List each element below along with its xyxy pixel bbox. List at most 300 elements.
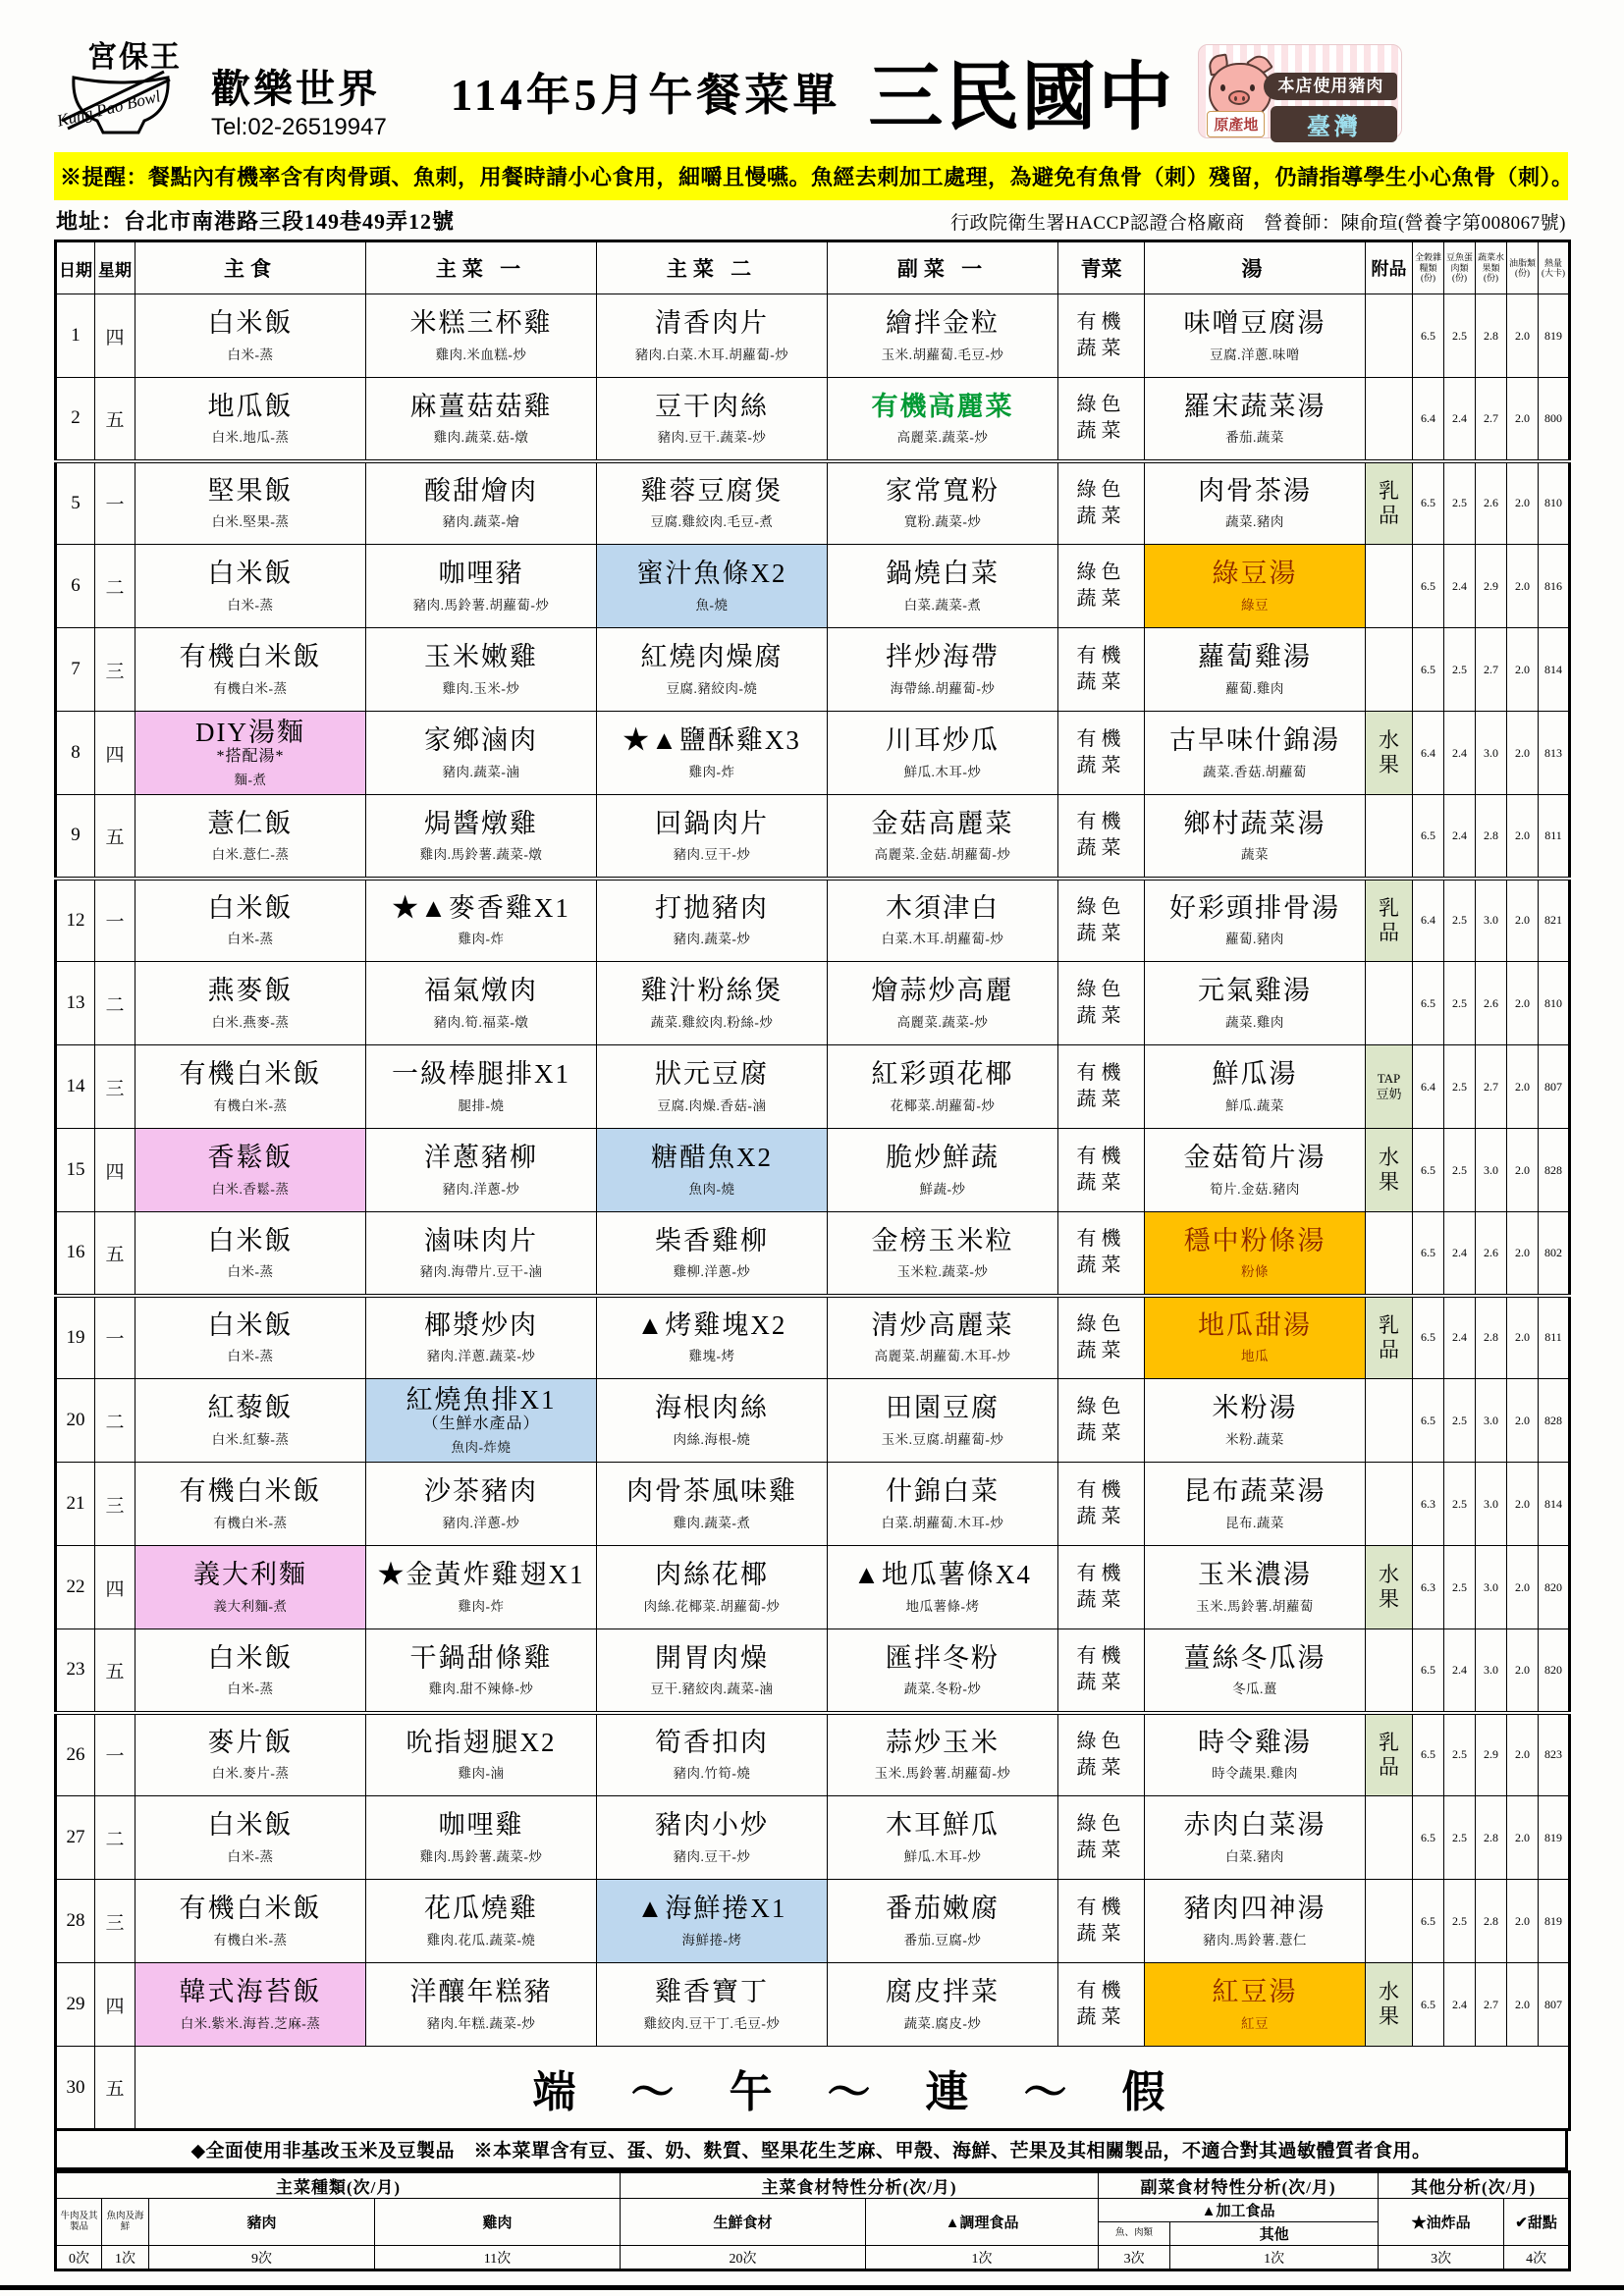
date-cell: 7 (56, 628, 95, 712)
staple-cell (135, 1963, 366, 2047)
vegetable-cell: 有機 蔬菜 (1058, 712, 1145, 795)
nutrition-value: 2.0 (1507, 1129, 1539, 1212)
main-dish-2-cell (597, 1963, 828, 2047)
summary-group-title: 其他分析(次/月) (1379, 2172, 1570, 2199)
summary-row (56, 2172, 1570, 2199)
staple-cell (135, 1546, 366, 1629)
dish-name: 有機白米飯 (179, 1894, 322, 1924)
date-cell: 1 (56, 294, 95, 378)
staple-cell (135, 1463, 366, 1546)
dish-ingredients: 紅豆 (1241, 2015, 1269, 2031)
soup-cell (1145, 1629, 1366, 1713)
dish-name: 麥片飯 (207, 1728, 294, 1758)
dish-ingredients: 白米-蒸 (227, 347, 274, 362)
menu-row-19 (56, 1296, 1570, 1379)
dish-name: 紅豆湯 (1212, 1977, 1298, 2007)
nutrition-value: 6.3 (1413, 1463, 1444, 1546)
dish-ingredients: 時令蔬果.雞肉 (1212, 1766, 1298, 1782)
vegetable-cell: 綠色 蔬菜 (1058, 1379, 1145, 1463)
dish-ingredients: 高麗菜.蔬菜-炒 (896, 429, 989, 445)
main-dish-2-cell (597, 545, 828, 628)
dish-name: 金菇高麗菜 (871, 808, 1014, 838)
column-header: 湯 (1145, 241, 1366, 294)
summary-table (54, 2170, 1571, 2271)
extra-cell (1366, 1463, 1413, 1546)
dish-note: *搭配湯* (216, 747, 285, 765)
main-dish-2-cell (597, 712, 828, 795)
extra-item: 水 果 (1379, 1979, 1399, 2028)
summary-group-title: 主菜種類(次/月) (56, 2172, 621, 2199)
extra-cell (1366, 1129, 1413, 1212)
nutrition-value: 2.5 (1444, 1045, 1476, 1129)
dish-ingredients: 鮮瓜.木耳-炒 (903, 764, 982, 779)
summary-col-header: 牛肉及其製品 (56, 2199, 102, 2246)
dish-name: 有機高麗菜 (871, 391, 1014, 421)
brand-name-en: Kung Pao Bowl (55, 86, 163, 131)
nutrition-value: 6.5 (1413, 1629, 1444, 1713)
summary-value: 4次 (1504, 2246, 1570, 2270)
dish-name: 燕麥飯 (207, 976, 294, 1006)
dish-ingredients: 地瓜 (1241, 1349, 1269, 1364)
badge-origin-label: 原產地 (1207, 111, 1265, 137)
nutrition-value: 2.0 (1507, 1296, 1539, 1379)
pork-origin-badge (1198, 44, 1402, 138)
dish-name: 家常寬粉 (886, 476, 1000, 507)
date-cell: 5 (56, 461, 95, 545)
main-dish-1-cell (366, 1463, 597, 1546)
dish-name: 鍋燒白菜 (886, 559, 1000, 589)
brand-name: 宮保王 (87, 41, 182, 74)
dish-name: 白米飯 (207, 1225, 294, 1255)
dish-ingredients: 白米.紫米.海苔.芝麻-蒸 (180, 2015, 321, 2031)
nutrition-value: 2.4 (1444, 712, 1476, 795)
vegetable-cell: 綠色 蔬菜 (1058, 1796, 1145, 1880)
nutrition-column-header: 油脂類(份) (1507, 241, 1539, 294)
nutrition-value: 2.7 (1476, 1963, 1507, 2047)
extra-cell (1366, 628, 1413, 712)
dish-name: 金榜玉米粒 (871, 1225, 1014, 1255)
dish-ingredients: 雞肉.蔬菜-煮 (673, 1515, 751, 1530)
nutrition-value: 3.0 (1476, 1379, 1507, 1463)
dish-name: 咖哩豬 (438, 559, 524, 589)
nutrition-value: 3.0 (1476, 879, 1507, 962)
nutrition-value: 2.0 (1507, 712, 1539, 795)
nutrition-value: 6.5 (1413, 1880, 1444, 1963)
dish-ingredients: 白米.麥片-蒸 (211, 1766, 290, 1782)
extra-cell (1366, 461, 1413, 545)
vegetable-cell: 有機 蔬菜 (1058, 294, 1145, 378)
summary-col-header: ▲調理食品 (866, 2199, 1099, 2246)
dish-ingredients: 蔬菜.香菇.胡蘿蔔 (1203, 764, 1307, 779)
soup-cell (1145, 461, 1366, 545)
side-dish-cell (828, 1463, 1058, 1546)
summary-value: 1次 (102, 2246, 149, 2270)
nutrition-value: 2.4 (1444, 1629, 1476, 1713)
soup-cell (1145, 795, 1366, 879)
dish-name: DIY湯麵 (195, 717, 305, 747)
dish-ingredients: 白米-蒸 (227, 1848, 274, 1864)
nutrition-value: 6.5 (1413, 461, 1444, 545)
dish-name: 有機白米飯 (179, 1059, 322, 1090)
dish-ingredients: 冬瓜.薑 (1232, 1681, 1277, 1696)
side-dish-cell (828, 628, 1058, 712)
side-dish-cell (828, 1880, 1058, 1963)
dish-ingredients: 豬肉.蔬菜-炒 (673, 932, 751, 947)
dish-name: 蒜炒玉米 (886, 1728, 1000, 1758)
dish-name: 肉絲花椰 (655, 1560, 769, 1590)
main-dish-1-cell (366, 294, 597, 378)
nutrition-value: 6.5 (1413, 1212, 1444, 1296)
dish-ingredients: 玉米.馬鈴薯.胡蘿蔔-炒 (874, 1766, 1011, 1782)
dish-name: 打拋豬肉 (655, 893, 769, 924)
nutrition-value: 811 (1539, 795, 1570, 879)
date-cell: 19 (56, 1296, 95, 1379)
safety-notice: ※提醒：餐點內有機率含有肉骨頭、魚刺，用餐時請小心食用，細嚼且慢嚥。魚經去刺加工處理，為避免有魚骨（刺）殘留，仍請指導學生小心魚骨（刺）。 (54, 152, 1568, 200)
dish-ingredients: 豬肉.洋蔥.蔬菜-炒 (426, 1349, 536, 1364)
nutrition-value: 6.5 (1413, 1713, 1444, 1796)
nutrition-value: 2.5 (1444, 962, 1476, 1045)
nutrition-value: 828 (1539, 1129, 1570, 1212)
main-dish-2-cell (597, 1212, 828, 1296)
side-dish-cell (828, 1045, 1058, 1129)
column-header: 青菜 (1058, 241, 1145, 294)
nutrition-value: 810 (1539, 461, 1570, 545)
extra-cell (1366, 1629, 1413, 1713)
nutrition-value: 2.0 (1507, 1045, 1539, 1129)
dish-ingredients: 玉米粒.蔬菜-炒 (896, 1263, 989, 1279)
nutrition-value: 2.4 (1444, 545, 1476, 628)
staple-cell (135, 795, 366, 879)
main-dish-1-cell (366, 1212, 597, 1296)
nutrition-value: 2.0 (1507, 294, 1539, 378)
dish-name: 玉米濃湯 (1198, 1560, 1312, 1590)
side-dish-cell (828, 1796, 1058, 1880)
column-header: 副菜 一 (828, 241, 1058, 294)
badge-origin-value: 臺灣 (1271, 106, 1397, 142)
side-dish-cell (828, 545, 1058, 628)
menu-row-15 (56, 1129, 1570, 1212)
dish-ingredients: 雞肉.蔬菜.菇-燉 (433, 429, 529, 445)
main-dish-1-cell (366, 1546, 597, 1629)
dish-name: 時令雞湯 (1198, 1728, 1312, 1758)
dish-ingredients: 豬肉.洋蔥-炒 (442, 1181, 520, 1197)
menu-row-28 (56, 1880, 1570, 1963)
menu-row-23 (56, 1629, 1570, 1713)
nutrition-value: 2.0 (1507, 879, 1539, 962)
dish-name: 紅藜飯 (207, 1393, 294, 1423)
weekday-cell: 一 (95, 879, 135, 962)
side-dish-cell (828, 1546, 1058, 1629)
dish-ingredients: 蔬菜 (1241, 846, 1269, 862)
nutrition-value: 819 (1539, 294, 1570, 378)
nutrition-value: 6.4 (1413, 879, 1444, 962)
nutrition-value: 2.0 (1507, 1546, 1539, 1629)
weekday-cell: 五 (95, 795, 135, 879)
soup-cell (1145, 1045, 1366, 1129)
soup-cell (1145, 1963, 1366, 2047)
menu-row-7 (56, 628, 1570, 712)
extra-cell (1366, 378, 1413, 461)
dish-name: 肉骨茶湯 (1198, 476, 1312, 507)
date-cell: 2 (56, 378, 95, 461)
nutrition-value: 819 (1539, 1796, 1570, 1880)
nutrition-value: 2.5 (1444, 1379, 1476, 1463)
menu-row-30 (56, 2047, 1570, 2130)
nutrition-value: 2.0 (1507, 378, 1539, 461)
nutrition-value: 2.0 (1507, 795, 1539, 879)
nutrition-value: 2.0 (1507, 1463, 1539, 1546)
dish-ingredients: 雞肉.甜不辣條-炒 (428, 1681, 534, 1696)
weekday-cell: 三 (95, 1045, 135, 1129)
menu-row-6 (56, 545, 1570, 628)
summary-group-title: 主菜食材特性分析(次/月) (621, 2172, 1099, 2199)
nutrition-value: 2.8 (1476, 1796, 1507, 1880)
dish-ingredients: 豬肉.海帶片.豆干-滷 (419, 1263, 543, 1279)
weekday-cell: 五 (95, 1212, 135, 1296)
soup-cell (1145, 1796, 1366, 1880)
soup-cell (1145, 1880, 1366, 1963)
holiday-cell: 端 ～ 午 ～ 連 ～ 假 (135, 2047, 1570, 2130)
dish-ingredients: 義大利麵-煮 (213, 1598, 288, 1614)
staple-cell (135, 1045, 366, 1129)
summary-col-header: 雞肉 (375, 2199, 621, 2246)
nutrition-value: 807 (1539, 1963, 1570, 2047)
extra-cell (1366, 1880, 1413, 1963)
extra-cell (1366, 1045, 1413, 1129)
dish-name: 古早味什錦湯 (1169, 725, 1340, 756)
dish-ingredients: 豬肉.筍.福菜-燉 (433, 1014, 529, 1030)
dish-ingredients: 番茄.豆腐-炒 (903, 1932, 982, 1948)
dish-name: ▲海鮮捲X1 (636, 1894, 787, 1924)
nutrition-column-header: 蔬菜水果類(份) (1476, 241, 1507, 294)
dish-name: 紅彩頭花椰 (871, 1059, 1014, 1090)
extra-item: 水 果 (1379, 1145, 1399, 1194)
summary-value: 3次 (1099, 2246, 1170, 2270)
dish-name: 酸甜燴肉 (424, 476, 538, 507)
nutrition-value: 2.8 (1476, 795, 1507, 879)
nutrition-value: 2.5 (1444, 1796, 1476, 1880)
dish-ingredients: 豬肉.洋蔥-炒 (442, 1515, 520, 1530)
dish-ingredients: 番茄.蔬菜 (1225, 429, 1284, 445)
nutrition-value: 2.0 (1507, 962, 1539, 1045)
main-dish-2-cell (597, 1379, 828, 1463)
dish-name: 滷味肉片 (424, 1225, 538, 1255)
school-name: 三民國中 (868, 56, 1175, 139)
nutrition-value: 6.5 (1413, 795, 1444, 879)
extra-cell (1366, 1796, 1413, 1880)
nutrition-value: 2.5 (1444, 461, 1476, 545)
weekday-cell: 一 (95, 1713, 135, 1796)
nutrition-value: 2.8 (1476, 1880, 1507, 1963)
dish-name: 元氣雞湯 (1198, 976, 1312, 1006)
nutrition-value: 2.7 (1476, 378, 1507, 461)
vegetable-cell: 綠色 蔬菜 (1058, 1296, 1145, 1379)
vegetable-cell: 有機 蔬菜 (1058, 628, 1145, 712)
nutrition-value: 2.8 (1476, 294, 1507, 378)
summary-col-header: 魚、肉類 (1099, 2222, 1170, 2246)
dish-ingredients: 麵-煮 (234, 773, 267, 788)
summary-subgroup-title: ▲加工食品 (1099, 2199, 1379, 2222)
dish-name: 白米飯 (207, 1310, 294, 1341)
dish-name: 洋釀年糕豬 (409, 1977, 553, 2007)
vegetable-cell: 有機 蔬菜 (1058, 1129, 1145, 1212)
weekday-cell: 四 (95, 1129, 135, 1212)
dish-name: 花瓜燒雞 (424, 1894, 538, 1924)
nutrition-value: 820 (1539, 1629, 1570, 1713)
extra-cell (1366, 1212, 1413, 1296)
dish-ingredients: 豆腐.雞絞肉.毛豆-煮 (650, 514, 774, 530)
nutrition-value: 2.0 (1507, 1212, 1539, 1296)
nutrition-value: 821 (1539, 879, 1570, 962)
dish-name: 米粉湯 (1212, 1393, 1298, 1423)
staple-cell (135, 1379, 366, 1463)
nutrition-value: 802 (1539, 1212, 1570, 1296)
dish-ingredients: 豬肉.蔬菜-燴 (442, 514, 520, 530)
dish-ingredients: 有機白米-蒸 (213, 1097, 288, 1113)
side-dish-cell (828, 1296, 1058, 1379)
vegetable-cell: 有機 蔬菜 (1058, 1963, 1145, 2047)
side-dish-cell (828, 378, 1058, 461)
main-dish-1-cell (366, 1296, 597, 1379)
dish-name: 清香肉片 (655, 308, 769, 339)
vegetable-cell: 綠色 蔬菜 (1058, 461, 1145, 545)
nutrition-value: 6.5 (1413, 628, 1444, 712)
dish-ingredients: 白米.燕麥-蒸 (211, 1014, 290, 1030)
soup-cell (1145, 1713, 1366, 1796)
nutrition-value: 6.5 (1413, 962, 1444, 1045)
dish-ingredients: 豆腐.肉燥.香菇-滷 (657, 1097, 767, 1113)
dish-ingredients: 蔬菜.雞肉 (1225, 1014, 1284, 1030)
dish-ingredients: 豬肉.馬鈴薯.薏仁 (1203, 1932, 1307, 1948)
nutrition-value: 2.5 (1444, 1713, 1476, 1796)
main-dish-1-cell (366, 545, 597, 628)
menu-row-20 (56, 1379, 1570, 1463)
date-cell: 8 (56, 712, 95, 795)
extra-cell (1366, 294, 1413, 378)
dish-name: ★▲鹽酥雞X3 (623, 725, 801, 756)
staple-cell (135, 1880, 366, 1963)
vegetable-cell: 有機 蔬菜 (1058, 1212, 1145, 1296)
nutrition-value: 2.5 (1444, 1546, 1476, 1629)
brand-phone: Tel:02-26519947 (211, 114, 387, 140)
extra-cell (1366, 1963, 1413, 2047)
extra-item: 乳 品 (1379, 1312, 1399, 1362)
vegetable-cell: 綠色 蔬菜 (1058, 879, 1145, 962)
dish-ingredients: 雞肉.馬鈴薯.蔬菜-炒 (419, 1848, 543, 1864)
brand-tagline: 歡樂世界 (211, 68, 380, 111)
nutrition-value: 823 (1539, 1713, 1570, 1796)
dish-name: 回鍋肉片 (655, 808, 769, 838)
soup-cell (1145, 1379, 1366, 1463)
weekday-cell: 四 (95, 1546, 135, 1629)
main-dish-2-cell (597, 461, 828, 545)
dish-ingredients: 花椰菜.胡蘿蔔-炒 (890, 1097, 996, 1113)
dish-name: 腐皮拌菜 (886, 1977, 1000, 2007)
vegetable-cell: 有機 蔬菜 (1058, 1546, 1145, 1629)
dish-ingredients: 肉絲.花椰菜.胡蘿蔔-炒 (643, 1598, 781, 1614)
main-dish-1-cell (366, 461, 597, 545)
dish-name: ▲地瓜薯條X4 (853, 1560, 1032, 1590)
nutrition-value: 2.4 (1444, 378, 1476, 461)
dish-name: 白米飯 (207, 893, 294, 924)
dish-ingredients: 蔬菜.豬肉 (1225, 514, 1284, 530)
date-cell: 13 (56, 962, 95, 1045)
staple-cell (135, 294, 366, 378)
nutrition-value: 814 (1539, 628, 1570, 712)
column-header: 日期 (56, 241, 95, 294)
dish-ingredients: 雞絞肉.豆干丁.毛豆-炒 (643, 2015, 781, 2031)
summary-col-header: 生鮮食材 (621, 2199, 866, 2246)
nutrition-value: 811 (1539, 1296, 1570, 1379)
date-cell: 28 (56, 1880, 95, 1963)
date-cell: 14 (56, 1045, 95, 1129)
side-dish-cell (828, 712, 1058, 795)
dish-name: 川耳炒瓜 (886, 725, 1000, 756)
nutrition-value: 6.4 (1413, 1045, 1444, 1129)
nutrition-value: 2.5 (1444, 1463, 1476, 1546)
nutrition-value: 813 (1539, 712, 1570, 795)
date-cell: 29 (56, 1963, 95, 2047)
extra-cell (1366, 1379, 1413, 1463)
summary-col-header: 豬肉 (149, 2199, 375, 2246)
menu-row-22 (56, 1546, 1570, 1629)
dish-ingredients: 白菜.蔬菜-煮 (903, 597, 982, 613)
menu-row-9 (56, 795, 1570, 879)
dish-name: 家鄉滷肉 (424, 725, 538, 756)
nutrition-value: 2.6 (1476, 461, 1507, 545)
extra-cell (1366, 1546, 1413, 1629)
nutrition-value: 814 (1539, 1463, 1570, 1546)
side-dish-cell (828, 1379, 1058, 1463)
nutrition-value: 2.4 (1444, 1212, 1476, 1296)
weekday-cell: 一 (95, 1296, 135, 1379)
dish-ingredients: 鮮蔬-炒 (919, 1181, 966, 1197)
extra-item: TAP 豆奶 (1376, 1070, 1402, 1101)
weekday-cell: 二 (95, 962, 135, 1045)
dish-name: 雞香寶丁 (655, 1977, 769, 2007)
column-header: 主食 (135, 241, 366, 294)
nutrition-value: 800 (1539, 378, 1570, 461)
side-dish-cell (828, 294, 1058, 378)
dish-ingredients: 豬肉.豆干.蔬菜-炒 (657, 429, 767, 445)
dish-ingredients: 雞肉-滷 (458, 1766, 505, 1782)
dish-name: 咖哩雞 (438, 1810, 524, 1841)
soup-cell (1145, 545, 1366, 628)
menu-row-21 (56, 1463, 1570, 1546)
staple-cell (135, 545, 366, 628)
dish-ingredients: 雞肉.玉米-炒 (442, 680, 520, 696)
nutrition-column-header: 全穀雜糧類(份) (1413, 241, 1444, 294)
dish-name: 干鍋甜條雞 (409, 1642, 553, 1673)
staple-cell (135, 378, 366, 461)
nutrition-value: 2.0 (1507, 1629, 1539, 1713)
dish-name: 豬肉小炒 (655, 1810, 769, 1841)
extra-item: 水 果 (1379, 727, 1399, 776)
page-bottom-rule (0, 2285, 1624, 2290)
menu-row-5 (56, 461, 1570, 545)
dish-name: 筍香扣肉 (655, 1728, 769, 1758)
date-cell: 20 (56, 1379, 95, 1463)
dish-name: 好彩頭排骨湯 (1169, 893, 1340, 924)
dish-ingredients: 白米.紅藜-蒸 (211, 1431, 290, 1447)
dish-ingredients: 豬肉.年糕.蔬菜-炒 (426, 2015, 536, 2031)
nutrition-value: 6.4 (1413, 712, 1444, 795)
vegetable-cell: 綠色 蔬菜 (1058, 545, 1145, 628)
dish-name: 紅燒肉燥腐 (640, 642, 784, 672)
date-cell: 15 (56, 1129, 95, 1212)
vegetable-cell: 有機 蔬菜 (1058, 1880, 1145, 1963)
extra-cell (1366, 962, 1413, 1045)
